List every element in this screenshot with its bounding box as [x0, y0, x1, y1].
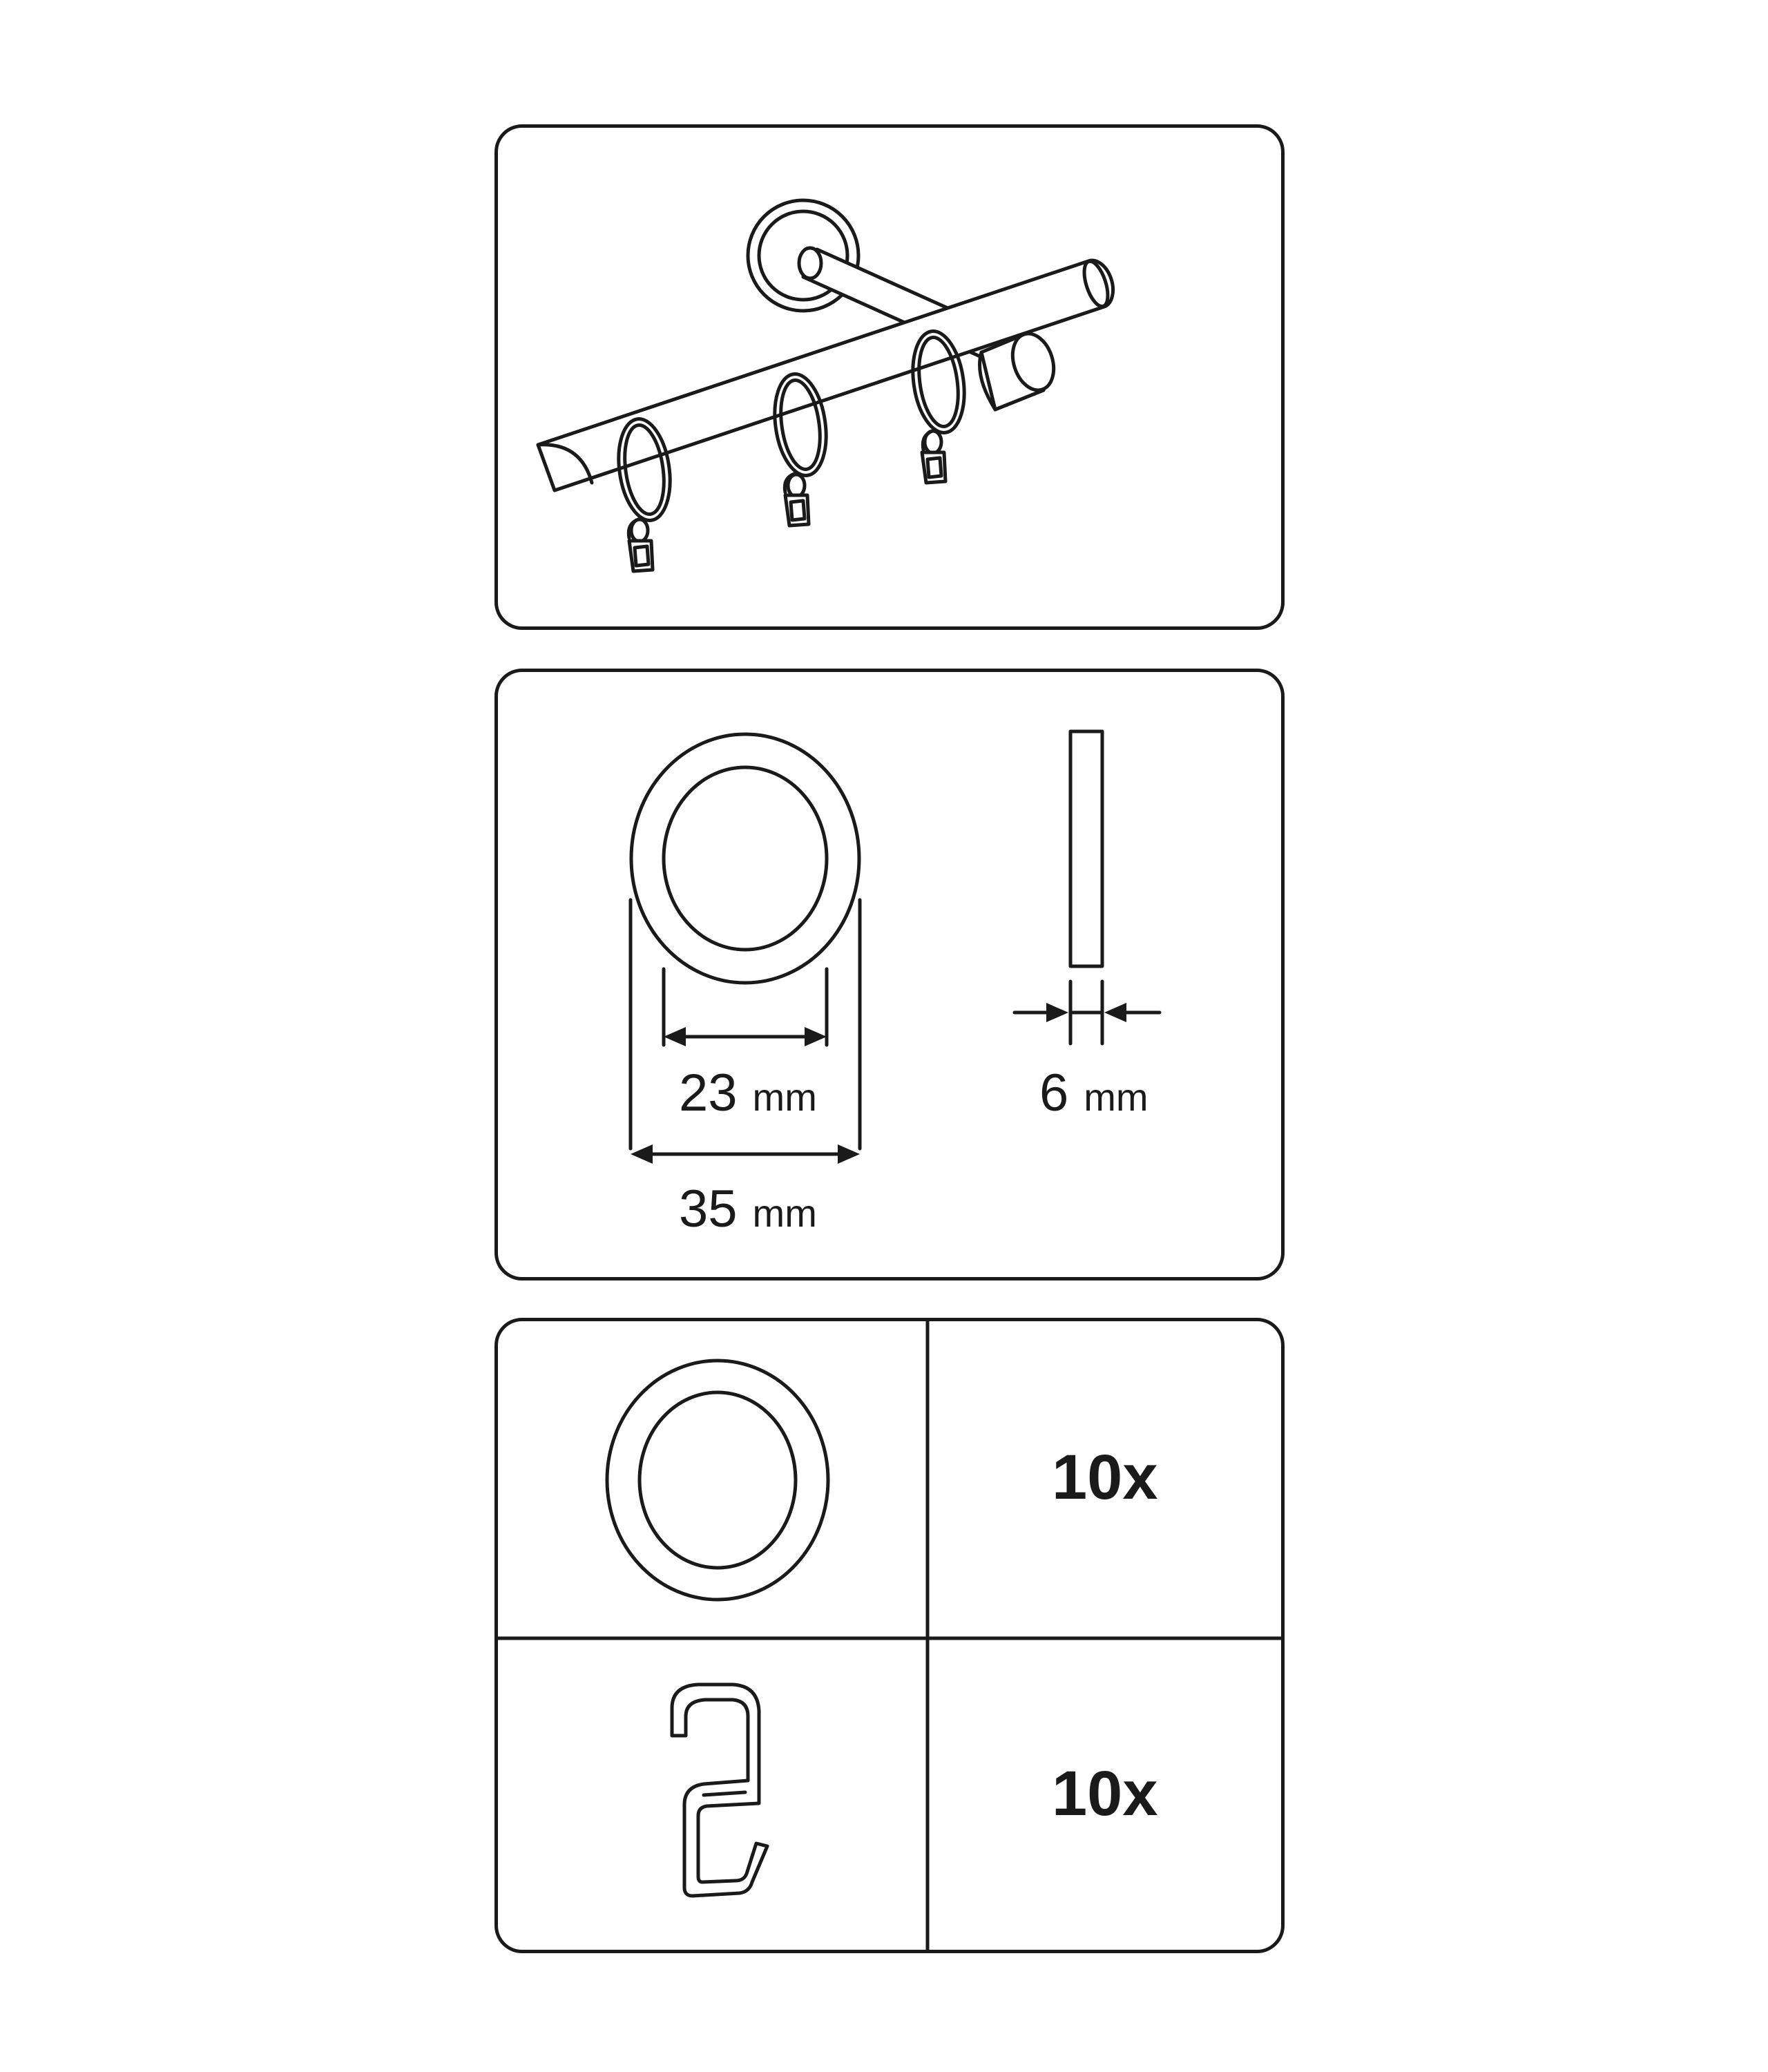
inner-diameter-label [679, 1064, 817, 1122]
contents-panel [494, 1318, 1285, 1953]
dimension-drawing [498, 672, 1281, 1277]
curtain-rod-with-bracket-and-rings-icon [498, 128, 1281, 626]
curtain-hook-icon [672, 1685, 767, 1896]
thickness-label [1039, 1064, 1149, 1122]
outer-diameter-value: 35 [679, 1180, 738, 1238]
thickness-value: 6 [1039, 1064, 1069, 1122]
inner-diameter-value: 23 [679, 1064, 738, 1122]
dimensions-panel [494, 669, 1285, 1280]
thickness-unit: mm [1084, 1075, 1149, 1119]
ring-quantity: 10x [1052, 1442, 1158, 1513]
inner-diameter-unit: mm [752, 1075, 817, 1119]
ring-side-view-icon [1070, 731, 1102, 966]
outer-diameter-label [679, 1180, 817, 1238]
curtain-ring-icon [607, 1361, 828, 1600]
ring-front-view-icon [631, 734, 859, 983]
outer-diameter-unit: mm [752, 1191, 817, 1235]
contents-grid [498, 1321, 1281, 1950]
hook-quantity: 10x [1052, 1758, 1158, 1829]
rod-illustration-panel [494, 124, 1285, 630]
